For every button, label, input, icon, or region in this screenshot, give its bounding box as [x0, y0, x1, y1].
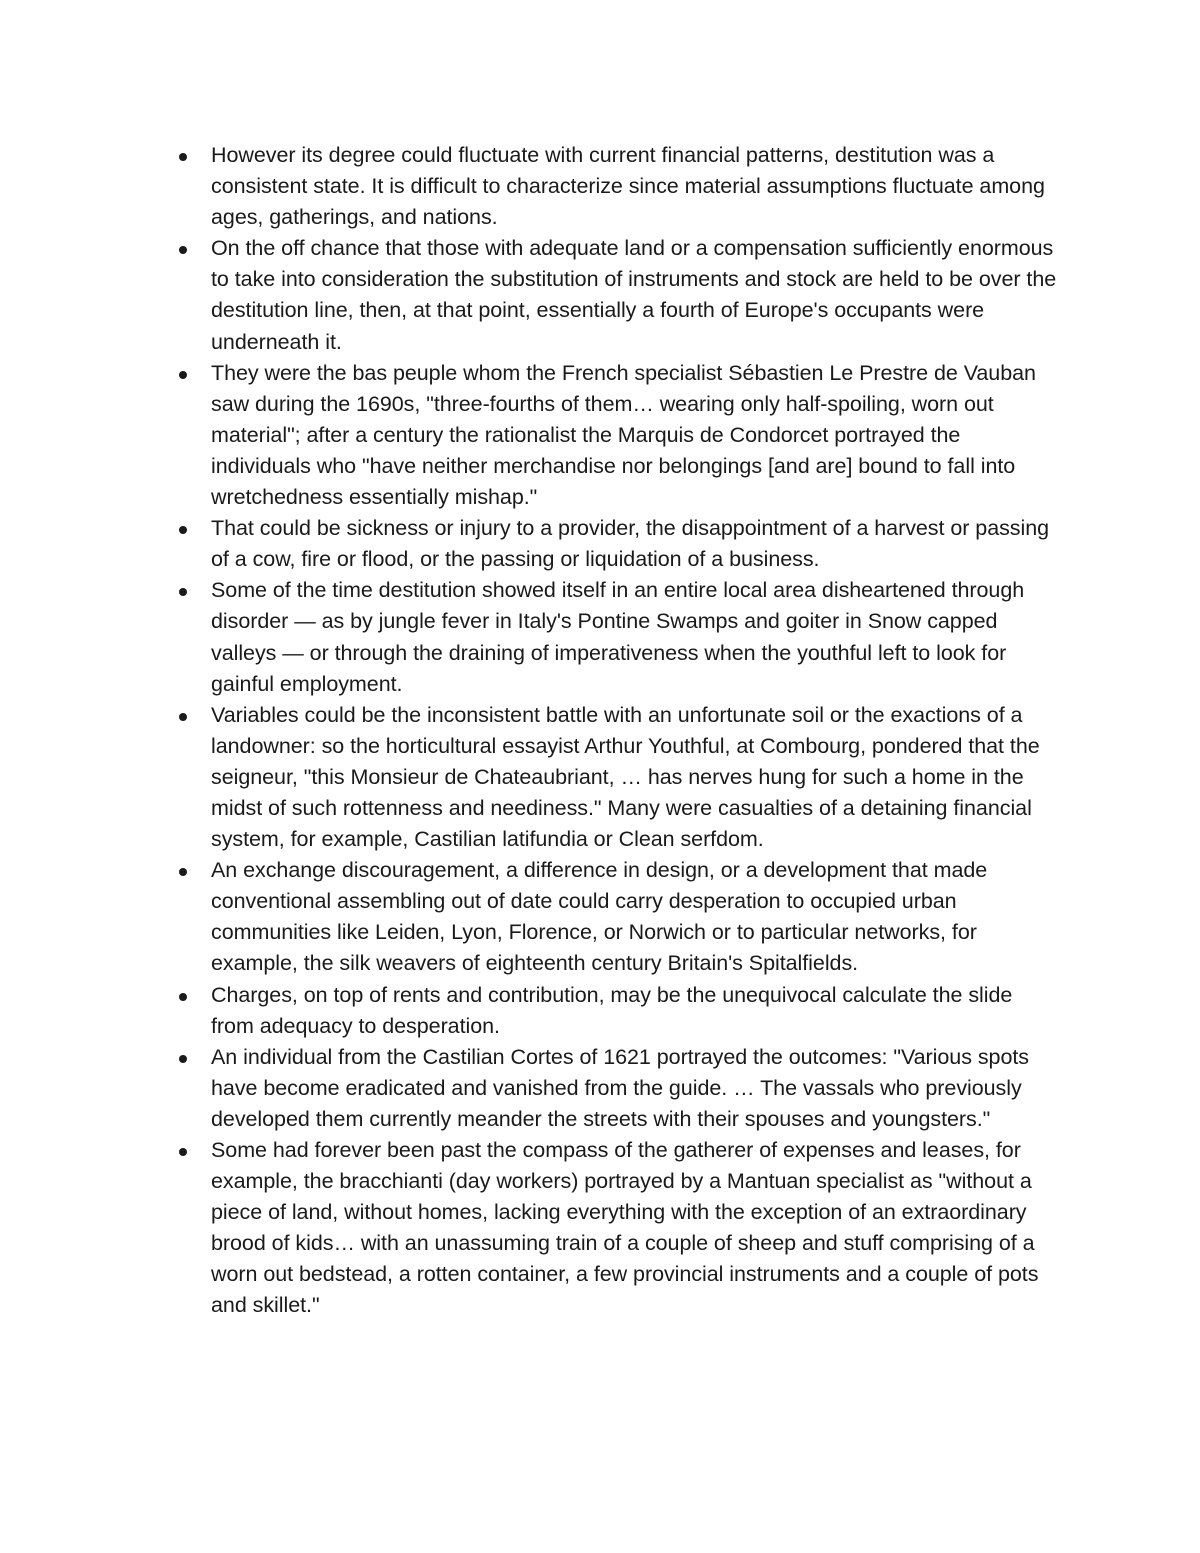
bullet-item	[211, 233, 1061, 357]
bullet-item	[211, 980, 1061, 1042]
bullet-item	[211, 513, 1061, 575]
bullet-item	[211, 140, 1061, 233]
bullet-text: On the off chance that those with adequate land or a compensation sufficiently enormous to take into consideration the substitution of instruments and stock are held to be over the destitution line, then, at that point, essentially a fourth of Europe's occupants were underneath it.	[211, 236, 1057, 354]
bullet-text: Charges, on top of rents and contribution, may be the unequivocal calculate the slide from adequacy to desperation.	[211, 982, 1013, 1038]
bullet-text: An individual from the Castilian Cortes of 1621 portrayed the outcomes: "Various spots have become eradicated and vanished from the guide. … The vassals who previously developed them currently meander the streets with their spouses and youngsters."	[211, 1044, 1029, 1131]
bullet-item	[211, 855, 1061, 979]
bullet-text: However its degree could fluctuate with current financial patterns, destitution was a consistent state. It is difficult to characterize since material assumptions fluctuate among ages, gatherings, and nations.	[211, 143, 1045, 230]
bullet-icon	[179, 1055, 187, 1063]
bullet-text: An exchange discouragement, a difference in design, or a development that made conventional assembling out of date could carry desperation to occupied urban communities like Leiden, Lyon, Florence, or Norwich or to particular networks, for example, the silk weavers of eighteenth century Britain's Spitalfields.	[211, 858, 988, 976]
bullet-icon	[179, 713, 187, 721]
bullet-item	[211, 1135, 1061, 1322]
bullet-item	[211, 575, 1061, 699]
bullet-icon	[179, 371, 187, 379]
bullet-item	[211, 1042, 1061, 1135]
bullet-icon	[179, 526, 187, 534]
bullet-text: Variables could be the inconsistent battle with an unfortunate soil or the exactions of a landowner: so the horticultural essayist Arthur Youthful, at Combourg, pondered that the seigneur, "this Monsieur de Chateaubriant, … has nerves hung for such a home in the midst of such rottenness and neediness." Many were casualties of a detaining financial system, for example, Castilian latifundia or Clean serfdom.	[211, 702, 1040, 852]
bullet-text: They were the bas peuple whom the French specialist Sébastien Le Prestre de Vauban saw during the 1690s, "three-fourths of them… wearing only half-spoiling, worn out material"; after a century the rationalist the Marquis de Condorcet portrayed the individuals who "have neither merchandise nor belongings [and are] bound to fall into wretchedness essentially mishap."	[211, 360, 1036, 510]
bullet-item	[211, 700, 1061, 855]
bullet-icon	[179, 588, 187, 596]
bullet-icon	[179, 1148, 187, 1156]
bullet-text: That could be sickness or injury to a provider, the disappointment of a harvest or passing of a cow, fire or flood, or the passing or liquidation of a business.	[211, 516, 1050, 572]
bullet-icon	[179, 868, 187, 876]
bullet-icon	[179, 993, 187, 1001]
bullet-icon	[179, 246, 187, 254]
bullet-text: Some of the time destitution showed itself in an entire local area disheartened through disorder — as by jungle fever in Italy's Pontine Swamps and goiter in Snow capped valleys — or through the draining of imperativeness when the youthful left to look for gainful employment.	[211, 578, 1025, 696]
bullet-icon	[179, 153, 187, 161]
bullet-item	[211, 358, 1061, 513]
bullet-list	[211, 140, 1061, 1322]
bullet-text: Some had forever been past the compass of the gatherer of expenses and leases, for example, the bracchianti (day workers) portrayed by a Mantuan specialist as "without a piece of land, without homes, lacking everything with the exception of an extraordinary brood of kids… with an unassuming train of a couple of sheep and stuff comprising of a worn out bedstead, a rotten container, a few provincial instruments and a couple of pots and skillet."	[211, 1138, 1039, 1318]
